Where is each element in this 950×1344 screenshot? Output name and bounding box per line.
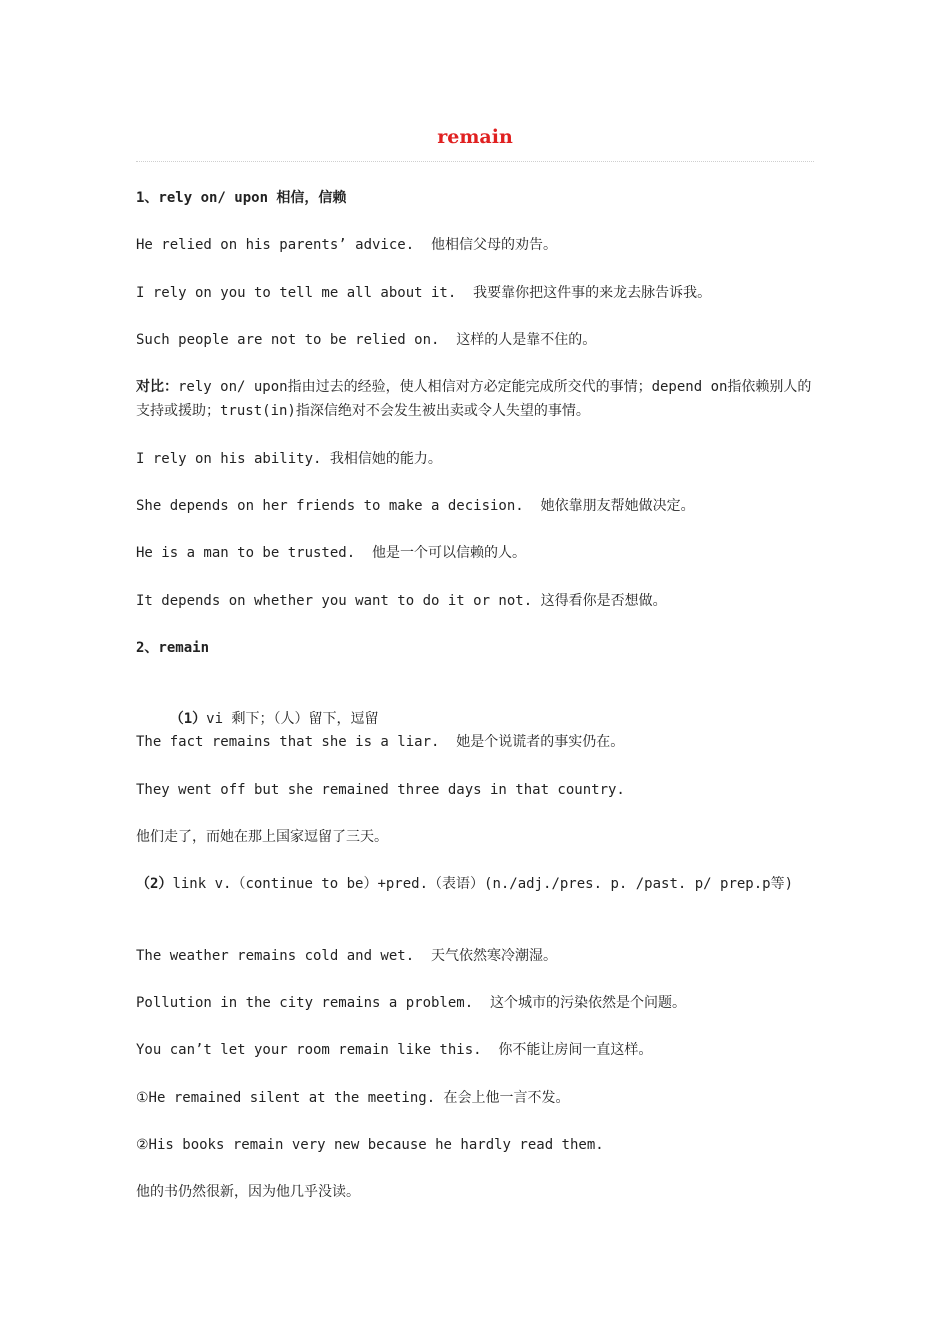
sense-2-text: link v.（continue to be）+pred.（表语）(n./adj./pres. p. /past. p/ prep.p等)	[172, 876, 794, 892]
example-line: They went off but she remained three days in that country.	[136, 782, 625, 798]
example-line: The weather remains cold and wet. 天气依然寒冷潮湿。	[136, 948, 558, 964]
sense-2-label: （2）	[136, 876, 173, 892]
sense-1-label: （1）	[169, 711, 207, 727]
section-heading-2: 2、remain	[136, 640, 210, 656]
example-line: He relied on his parents’ advice. 他相信父母的劝告。	[136, 237, 558, 253]
example-line: It depends on whether you want to do it or not. 这得看你是否想做。	[136, 593, 667, 609]
example-line: She depends on her friends to make a decision. 她依靠朋友帮她做决定。	[136, 498, 695, 514]
example-line: He is a man to be trusted. 他是一个可以信赖的人。	[136, 545, 527, 561]
section-heading-1: 1、rely on/ upon 相信，信赖	[136, 190, 347, 206]
contrast-text: rely on/ upon指由过去的经验，使人相信对方必定能完成所交代的事情；depend on指依赖别人的支持或援助；trust(in)指深信绝对不会发生被出卖或令人失望的事情。	[136, 379, 812, 419]
example-line: Pollution in the city remains a problem. 这个城市的污染依然是个问题。	[136, 995, 687, 1011]
example-line: The fact remains that she is a liar. 她是个说谎者的事实仍在。	[136, 734, 625, 750]
example-line: ①He remained silent at the meeting. 在会上他一言不发。	[136, 1090, 570, 1106]
sense-2	[136, 872, 816, 896]
contrast-note	[136, 375, 816, 423]
sense-1-text: vi 剩下；（人）留下，逗留	[206, 711, 379, 727]
example-line: ②His books remain very new because he hardly read them.	[136, 1137, 604, 1153]
translation-line: 他的书仍然很新，因为他几乎没读。	[136, 1184, 360, 1200]
contrast-label: 对比：	[136, 379, 178, 395]
example-line: Such people are not to be relied on. 这样的人是靠不住的。	[136, 332, 597, 348]
example-line: I rely on you to tell me all about it. 我要靠你把这件事的来龙去脉告诉我。	[136, 285, 712, 301]
title-divider	[136, 161, 814, 162]
example-line: You can’t let your room remain like this. 你不能让房间一直这样。	[136, 1042, 653, 1058]
page-title: remain	[437, 126, 513, 148]
example-line: I rely on his ability. 我相信她的能力。	[136, 451, 442, 467]
translation-line: 他们走了，而她在那上国家逗留了三天。	[136, 829, 388, 845]
